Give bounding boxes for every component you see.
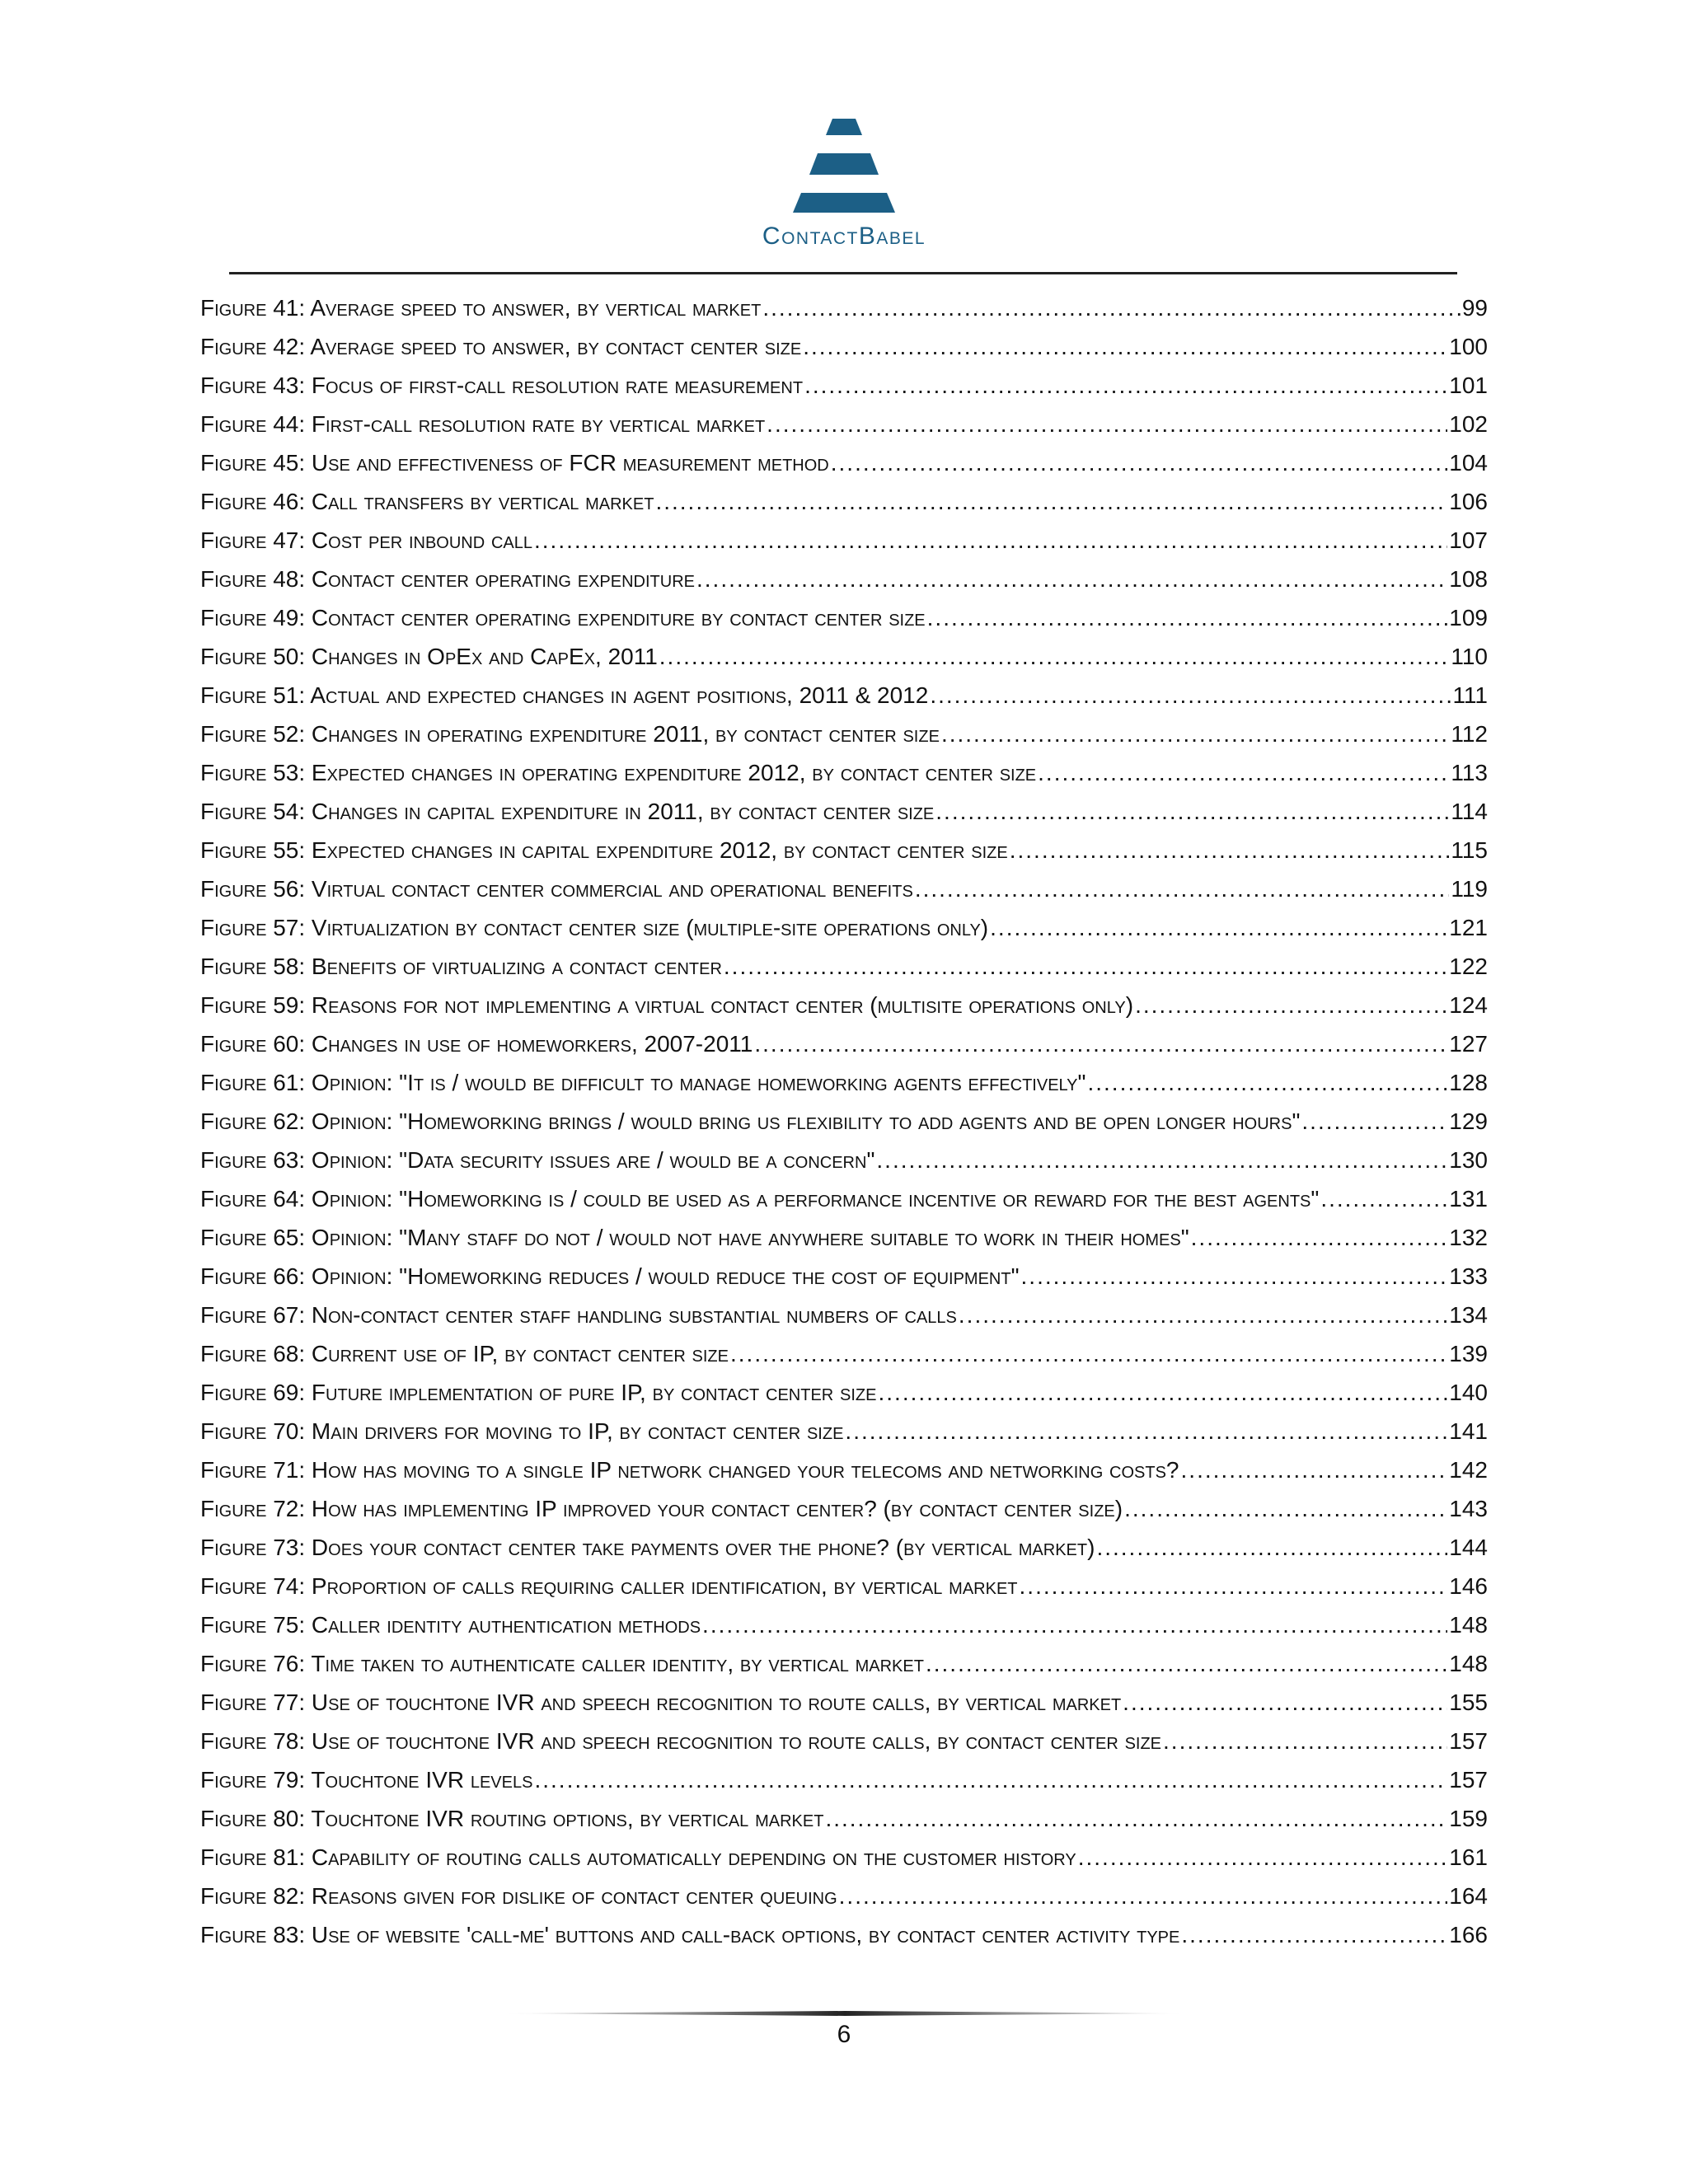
toc-entry-page: 104 — [1449, 450, 1488, 476]
toc-entry-page: 99 — [1461, 295, 1488, 321]
toc-entry-page: 134 — [1449, 1302, 1488, 1328]
toc-entry-label: Figure 55: Expected changes in capital expenditure 2012, by contact center size — [200, 837, 1008, 863]
toc-entry-label: Figure 51: Actual and expected changes in agent positions, 2011 & 2012 — [200, 682, 929, 708]
dot-leader — [1078, 1838, 1448, 1877]
toc-entry[interactable] — [200, 1334, 1488, 1373]
toc-entry-label: Figure 67: Non-contact center staff handling substantial numbers of calls — [200, 1302, 957, 1328]
toc-entry-label: Figure 72: How has implementing IP improved your contact center? (by contact center size) — [200, 1496, 1123, 1521]
toc-entry-page: 127 — [1449, 1031, 1488, 1057]
toc-entry-label: Figure 64: Opinion: "Homeworking is / could be used as a performance incentive or reward for the best agents" — [200, 1186, 1320, 1212]
dot-leader — [1038, 753, 1449, 792]
toc-entry-label: Figure 62: Opinion: "Homeworking brings / would bring us flexibility to add agents and be open longer hours" — [200, 1108, 1301, 1134]
toc-entry[interactable] — [200, 1877, 1488, 1915]
toc-entry-label: Figure 52: Changes in operating expenditure 2011, by contact center size — [200, 721, 940, 747]
dot-leader — [1124, 1489, 1447, 1528]
dot-leader — [767, 405, 1447, 443]
toc-entry-page: 140 — [1449, 1380, 1488, 1405]
contactbabel-logo — [0, 115, 1688, 251]
dot-leader — [702, 1605, 1447, 1644]
toc-entry-page: 102 — [1449, 411, 1488, 437]
toc-entry[interactable] — [200, 1799, 1488, 1838]
toc-entry[interactable] — [200, 1838, 1488, 1877]
toc-entry[interactable] — [200, 1179, 1488, 1218]
toc-entry[interactable] — [200, 560, 1488, 598]
toc-entry-label: Figure 53: Expected changes in operating expenditure 2012, by contact center size — [200, 760, 1037, 785]
toc-entry[interactable] — [200, 715, 1488, 753]
header-rule — [229, 272, 1457, 274]
toc-entry-page: 161 — [1449, 1844, 1488, 1870]
toc-entry-label: Figure 73: Does your contact center take payments over the phone? (by vertical market) — [200, 1535, 1095, 1560]
brand-name: ContactBabel — [762, 223, 926, 250]
toc-entry-label: Figure 75: Caller identity authentication methods — [200, 1612, 701, 1638]
toc-entry[interactable] — [200, 598, 1488, 637]
toc-entry-label: Figure 49: Contact center operating expenditure by contact center size — [200, 605, 926, 630]
toc-entry-page: 109 — [1449, 605, 1488, 630]
dot-leader — [655, 482, 1447, 521]
toc-entry-label: Figure 46: Call transfers by vertical market — [200, 489, 654, 514]
toc-entry[interactable] — [200, 288, 1488, 327]
dot-leader — [1010, 831, 1450, 869]
toc-entry[interactable] — [200, 1489, 1488, 1528]
toc-entry[interactable] — [200, 947, 1488, 986]
dot-leader — [930, 676, 1451, 715]
toc-entry[interactable] — [200, 482, 1488, 521]
toc-entry-label: Figure 44: First-call resolution rate by vertical market — [200, 411, 766, 437]
dot-leader — [1020, 1567, 1448, 1605]
toc-entry-page: 100 — [1449, 334, 1488, 359]
dot-leader — [534, 1760, 1447, 1799]
toc-entry-page: 122 — [1449, 954, 1488, 979]
dot-leader — [659, 637, 1450, 676]
dot-leader — [730, 1334, 1447, 1373]
toc-entry[interactable] — [200, 831, 1488, 869]
toc-entry-label: Figure 60: Changes in use of homeworkers, 2007-2011 — [200, 1031, 753, 1057]
toc-entry-page: 111 — [1452, 682, 1488, 708]
toc-entry-page: 159 — [1449, 1806, 1488, 1831]
dot-leader — [534, 521, 1447, 560]
toc-entry-label: Figure 45: Use and effectiveness of FCR measurement method — [200, 450, 829, 476]
toc-entry[interactable] — [200, 1722, 1488, 1760]
toc-entry-page: 119 — [1451, 876, 1488, 902]
dot-leader — [1087, 1063, 1447, 1102]
toc-entry-page: 148 — [1449, 1612, 1488, 1638]
toc-entry-label: Figure 77: Use of touchtone IVR and speech recognition to route calls, by vertical market — [200, 1690, 1122, 1715]
dot-leader — [990, 908, 1447, 947]
dot-leader — [803, 327, 1447, 366]
toc-entry-label: Figure 61: Opinion: "It is / would be difficult to manage homeworking agents effectively" — [200, 1070, 1086, 1095]
dot-leader — [831, 443, 1448, 482]
toc-entry[interactable] — [200, 1218, 1488, 1257]
toc-entry-page: 141 — [1449, 1418, 1488, 1444]
toc-entry[interactable] — [200, 1024, 1488, 1063]
toc-entry-label: Figure 78: Use of touchtone IVR and speech recognition to route calls, by contact center size — [200, 1728, 1162, 1754]
toc-entry-label: Figure 48: Contact center operating expenditure — [200, 566, 695, 592]
toc-entry-label: Figure 69: Future implementation of pure IP, by contact center size — [200, 1380, 877, 1405]
toc-entry[interactable] — [200, 1915, 1488, 1954]
toc-entry-page: 144 — [1449, 1535, 1488, 1560]
toc-entry-label: Figure 63: Opinion: "Data security issues are / would be a concern" — [200, 1147, 875, 1173]
toc-entry[interactable] — [200, 405, 1488, 443]
footer-rule — [503, 2011, 1187, 2016]
toc-entry-page: 142 — [1449, 1457, 1488, 1483]
dot-leader — [804, 366, 1447, 405]
toc-entry-label: Figure 56: Virtual contact center commercial and operational benefits — [200, 876, 913, 902]
toc-entry-page: 146 — [1449, 1573, 1488, 1599]
toc-entry[interactable] — [200, 792, 1488, 831]
toc-entry[interactable] — [200, 366, 1488, 405]
dot-leader — [1181, 1451, 1448, 1489]
toc-entry[interactable] — [200, 521, 1488, 560]
toc-entry-label: Figure 82: Reasons given for dislike of contact center queuing — [200, 1883, 837, 1909]
toc-entry[interactable] — [200, 443, 1488, 482]
toc-entry[interactable] — [200, 676, 1488, 715]
toc-entry-label: Figure 59: Reasons for not implementing a virtual contact center (multisite operations only) — [200, 992, 1134, 1018]
toc-entry[interactable] — [200, 1760, 1488, 1799]
toc-entry-page: 106 — [1449, 489, 1488, 514]
toc-entry-label: Figure 79: Touchtone IVR levels — [200, 1767, 533, 1793]
dot-leader — [935, 792, 1449, 831]
toc-entry-page: 113 — [1451, 760, 1488, 785]
toc-entry-label: Figure 41: Average speed to answer, by vertical market — [200, 295, 762, 321]
toc-entry[interactable] — [200, 1141, 1488, 1179]
toc-entry-label: Figure 54: Changes in capital expenditure in 2011, by contact center size — [200, 799, 935, 824]
dot-leader — [1191, 1218, 1448, 1257]
toc-entry-label: Figure 74: Proportion of calls requiring caller identification, by vertical market — [200, 1573, 1018, 1599]
toc-entry[interactable] — [200, 1063, 1488, 1102]
toc-entry[interactable] — [200, 1605, 1488, 1644]
toc-entry[interactable] — [200, 1528, 1488, 1567]
toc-entry-page: 124 — [1449, 992, 1488, 1018]
dot-leader — [1021, 1257, 1448, 1296]
toc-entry-label: Figure 58: Benefits of virtualizing a contact center — [200, 954, 722, 979]
toc-entry[interactable] — [200, 327, 1488, 366]
dot-leader — [1320, 1179, 1447, 1218]
toc-entry-page: 128 — [1449, 1070, 1488, 1095]
toc-entry-page: 108 — [1449, 566, 1488, 592]
toc-entry-page: 115 — [1451, 837, 1488, 863]
dot-leader — [1163, 1722, 1447, 1760]
toc-entry-label: Figure 57: Virtualization by contact center size (multiple-site operations only) — [200, 915, 989, 940]
toc-entry-label: Figure 70: Main drivers for moving to IP, by contact center size — [200, 1418, 844, 1444]
toc-entry-page: 157 — [1449, 1767, 1488, 1793]
toc-entry[interactable] — [200, 1412, 1488, 1451]
table-of-figures — [200, 288, 1488, 1954]
dot-leader — [959, 1296, 1447, 1334]
toc-entry-page: 155 — [1449, 1690, 1488, 1715]
toc-entry-page: 166 — [1449, 1922, 1488, 1947]
dot-leader — [1135, 986, 1447, 1024]
toc-entry[interactable] — [200, 986, 1488, 1024]
toc-entry[interactable] — [200, 1644, 1488, 1683]
dot-leader — [878, 1373, 1447, 1412]
toc-entry-page: 164 — [1449, 1883, 1488, 1909]
toc-entry-label: Figure 50: Changes in OpEx and CapEx, 2011 — [200, 644, 658, 669]
toc-entry-label: Figure 80: Touchtone IVR routing options, by vertical market — [200, 1806, 824, 1831]
toc-entry-page: 130 — [1449, 1147, 1488, 1173]
toc-entry-page: 131 — [1449, 1186, 1488, 1212]
dot-leader — [1096, 1528, 1447, 1567]
toc-entry-page: 148 — [1449, 1651, 1488, 1676]
toc-entry[interactable] — [200, 908, 1488, 947]
toc-entry-page: 132 — [1449, 1225, 1488, 1250]
toc-entry-page: 114 — [1451, 799, 1488, 824]
dot-leader — [696, 560, 1447, 598]
pyramid-logo-icon — [786, 115, 902, 214]
toc-entry[interactable] — [200, 753, 1488, 792]
toc-entry[interactable] — [200, 1296, 1488, 1334]
dot-leader — [926, 1644, 1447, 1683]
toc-entry-label: Figure 83: Use of website 'call-me' buttons and call-back options, by contact center activity type — [200, 1922, 1180, 1947]
toc-entry[interactable] — [200, 1451, 1488, 1489]
dot-leader — [927, 598, 1448, 637]
dot-leader — [941, 715, 1449, 753]
toc-entry-page: 139 — [1449, 1341, 1488, 1366]
toc-entry[interactable] — [200, 1373, 1488, 1412]
toc-entry[interactable] — [200, 869, 1488, 908]
toc-entry-label: Figure 76: Time taken to authenticate caller identity, by vertical market — [200, 1651, 924, 1676]
toc-entry-page: 112 — [1451, 721, 1488, 747]
dot-leader — [845, 1412, 1447, 1451]
toc-entry-page: 107 — [1449, 527, 1488, 553]
dot-leader — [915, 869, 1450, 908]
toc-entry-page: 129 — [1449, 1108, 1488, 1134]
toc-entry-label: Figure 42: Average speed to answer, by contact center size — [200, 334, 802, 359]
toc-entry[interactable] — [200, 1257, 1488, 1296]
toc-entry[interactable] — [200, 1683, 1488, 1722]
page-number: 6 — [837, 2021, 851, 2048]
toc-entry-page: 110 — [1451, 644, 1488, 669]
toc-entry-page: 143 — [1449, 1496, 1488, 1521]
dot-leader — [1181, 1915, 1447, 1954]
dot-leader — [724, 947, 1447, 986]
dot-leader — [1301, 1102, 1447, 1141]
dot-leader — [754, 1024, 1447, 1063]
toc-entry-label: Figure 71: How has moving to a single IP network changed your telecoms and networking costs? — [200, 1457, 1179, 1483]
toc-entry[interactable] — [200, 1567, 1488, 1605]
toc-entry-label: Figure 66: Opinion: "Homeworking reduces / would reduce the cost of equipment" — [200, 1263, 1020, 1289]
dot-leader — [825, 1799, 1447, 1838]
toc-entry[interactable] — [200, 637, 1488, 676]
toc-entry-page: 101 — [1449, 373, 1488, 398]
dot-leader — [762, 288, 1461, 327]
toc-entry-label: Figure 43: Focus of first-call resolution rate measurement — [200, 373, 804, 398]
dot-leader — [876, 1141, 1447, 1179]
toc-entry-page: 121 — [1449, 915, 1488, 940]
dot-leader — [1123, 1683, 1447, 1722]
dot-leader — [839, 1877, 1448, 1915]
toc-entry-label: Figure 68: Current use of IP, by contact center size — [200, 1341, 729, 1366]
toc-entry-label: Figure 65: Opinion: "Many staff do not / would not have anywhere suitable to work in their homes" — [200, 1225, 1189, 1250]
toc-entry-page: 133 — [1449, 1263, 1488, 1289]
toc-entry[interactable] — [200, 1102, 1488, 1141]
toc-entry-label: Figure 81: Capability of routing calls automatically depending on the customer history — [200, 1844, 1076, 1870]
toc-entry-label: Figure 47: Cost per inbound call — [200, 527, 532, 553]
toc-entry-page: 157 — [1449, 1728, 1488, 1754]
